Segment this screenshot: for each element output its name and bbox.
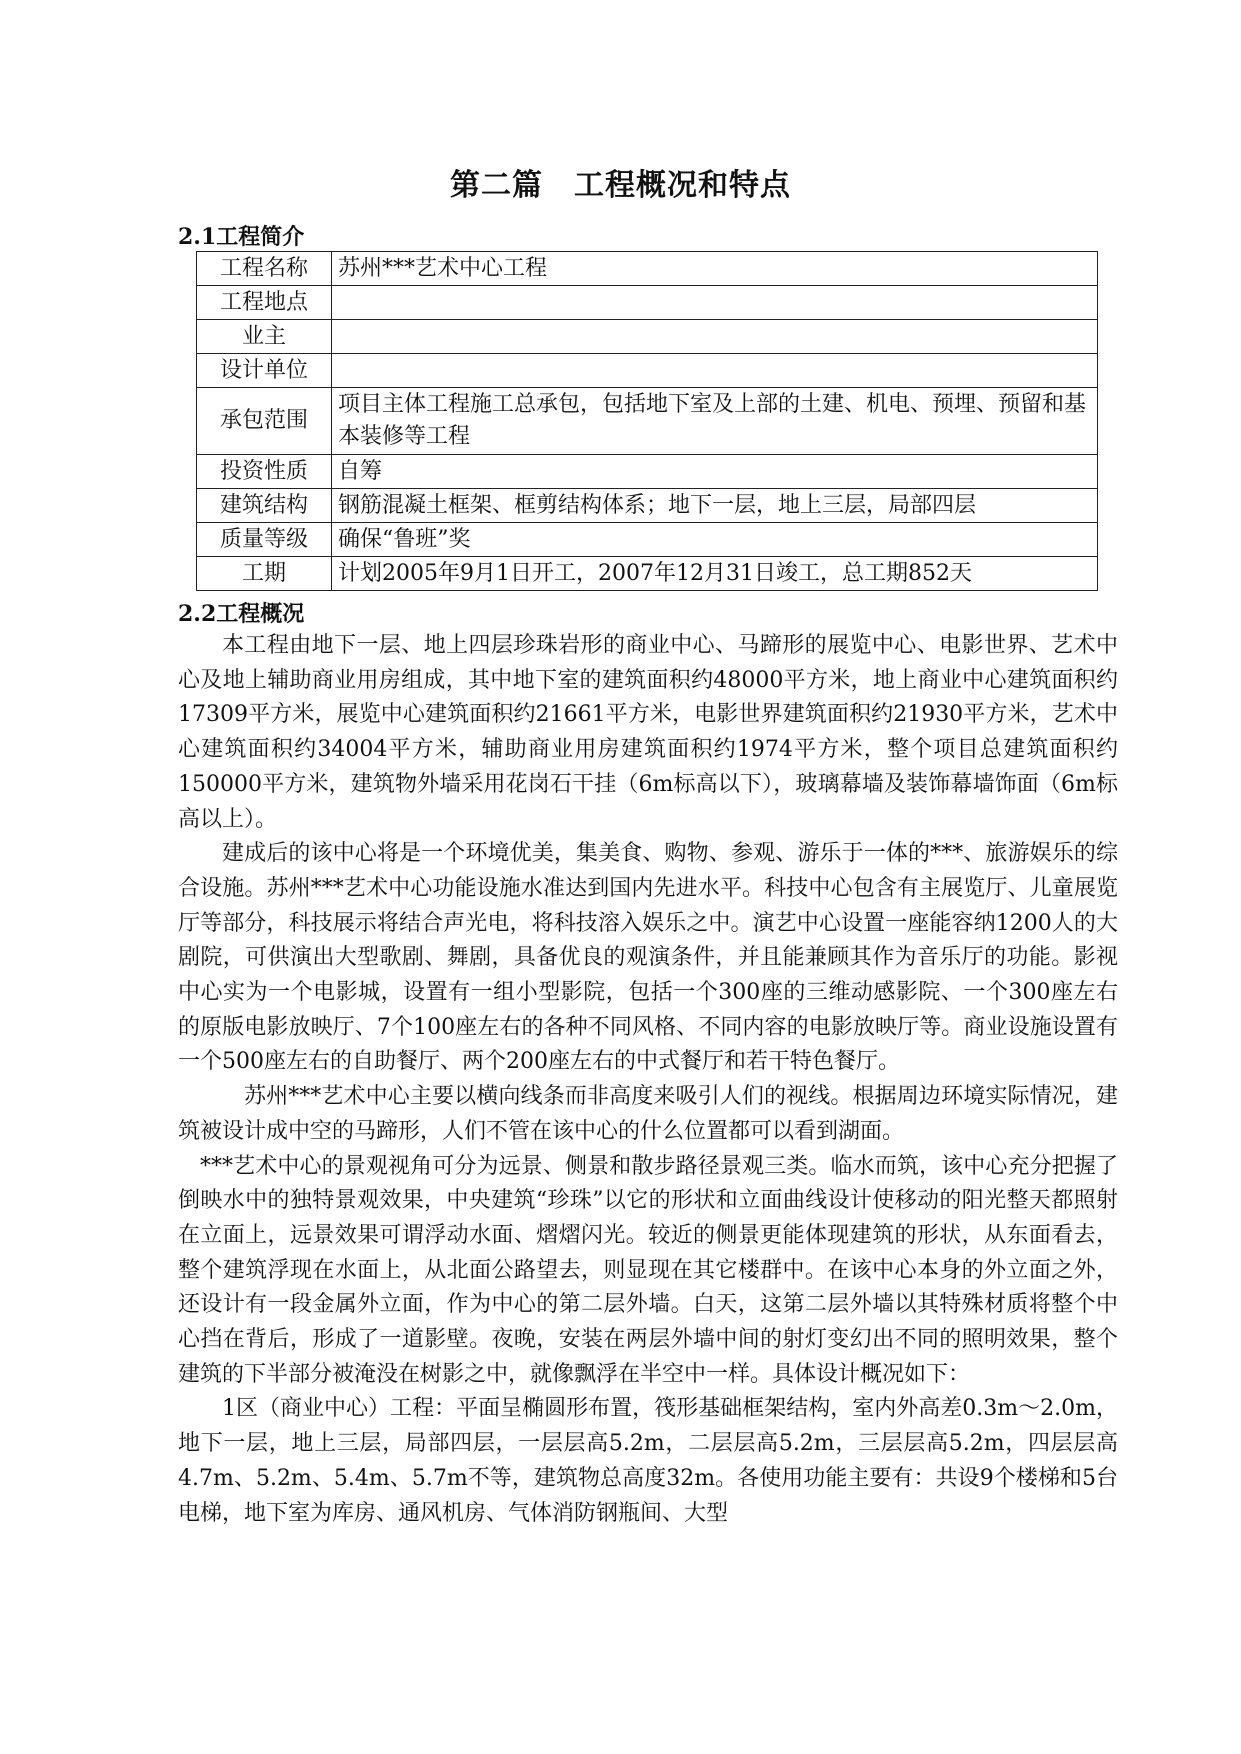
table-row	[197, 286, 1098, 320]
row-value	[332, 320, 1098, 354]
row-label: 工程名称	[197, 252, 332, 286]
row-value	[332, 286, 1098, 320]
table-row	[197, 252, 1098, 286]
paragraph: 苏州***艺术中心主要以横向线条而非高度来吸引人们的视线。根据周边环境实际情况，建筑被设计成中空的马蹄形，人们不管在该中心的什么位置都可以看到湖面。	[178, 1084, 1118, 1144]
table-row	[197, 388, 1098, 455]
row-value	[332, 354, 1098, 388]
overview-body	[178, 629, 1118, 1531]
table-row	[197, 489, 1098, 523]
page-title: 第二篇 工程概况和特点	[450, 168, 791, 203]
row-value: 确保“鲁班”奖	[332, 523, 1098, 557]
row-label: 工程地点	[197, 286, 332, 320]
row-value: 自筹	[332, 455, 1098, 489]
section-heading-overview: 2.2工程概况	[178, 601, 305, 627]
row-label: 质量等级	[197, 523, 332, 557]
row-value: 计划2005年9月1日开工，2007年12月31日竣工，总工期852天	[332, 557, 1098, 591]
table-row	[197, 523, 1098, 557]
table-row	[197, 354, 1098, 388]
paragraph: 本工程由地下一层、地上四层珍珠岩形的商业中心、马蹄形的展览中心、电影世界、艺术中心及地上辅助商业用房组成，其中地下室的建筑面积约48000平方米，地上商业中心建筑面积约17309平方米，展览中心建筑面积约21661平方米，电影世界建筑面积约21930平方米，艺术中心建筑面积约34004平方米，辅助商业用房建筑面积约1974平方米，整个项目总建筑面积约150000平方米，建筑物外墙采用花岗石干挂（6m标高以下），玻璃幕墙及装饰幕墙饰面（6m标高以上）。	[178, 633, 1118, 832]
row-label: 工期	[197, 557, 332, 591]
row-value: 项目主体工程施工总承包，包括地下室及上部的土建、机电、预埋、预留和基本装修等工程	[332, 388, 1098, 455]
row-value: 苏州***艺术中心工程	[332, 252, 1098, 286]
project-info-table	[196, 251, 1098, 591]
row-label: 投资性质	[197, 455, 332, 489]
table-row	[197, 455, 1098, 489]
paragraph: 1区（商业中心）工程：平面呈椭圆形布置，筏形基础框架结构，室内外高差0.3m～2.0m，地下一层，地上三层，局部四层，一层层高5.2m，二层层高5.2m，三层层高5.2m，四层层高4.7m、5.2m、5.4m、5.7m不等，建筑物总高度32m。各使用功能主要有：共设9个楼梯和5台电梯，地下室为库房、通风机房、气体消防钢瓶间、大型	[178, 1396, 1118, 1526]
paragraph: 建成后的该中心将是一个环境优美，集美食、购物、参观、游乐于一体的***、旅游娱乐的综合设施。苏州***艺术中心功能设施水准达到国内先进水平。科技中心包含有主展览厅、儿童展览厅等部分，科技展示将结合声光电，将科技溶入娱乐之中。演艺中心设置一座能容纳1200人的大剧院，可供演出大型歌剧、舞剧，具备优良的观演条件，并且能兼顾其作为音乐厅的功能。影视中心实为一个电影城，设置有一组小型影院，包括一个300座的三维动感影院、一个300座左右的原版电影放映厅、7个100座左右的各种不同风格、不同内容的电影放映厅等。商业设施设置有一个500座左右的自助餐厅、两个200座左右的中式餐厅和若干特色餐厅。	[178, 841, 1118, 1075]
section-heading-intro: 2.1工程简介	[178, 224, 305, 250]
row-label: 承包范围	[197, 388, 332, 455]
row-label: 建筑结构	[197, 489, 332, 523]
row-label: 设计单位	[197, 354, 332, 388]
row-label: 业主	[197, 320, 332, 354]
table-row	[197, 320, 1098, 354]
paragraph: ***艺术中心的景观视角可分为远景、侧景和散步路径景观三类。临水而筑，该中心充分把握了倒映水中的独特景观效果，中央建筑“珍珠”以它的形状和立面曲线设计使移动的阳光整天都照射在立面上，远景效果可谓浮动水面、熠熠闪光。较近的侧景更能体现建筑的形状，从东面看去，整个建筑浮现在水面上，从北面公路望去，则显现在其它楼群中。在该中心本身的外立面之外，还设计有一段金属外立面，作为中心的第二层外墙。白天，这第二层外墙以其特殊材质将整个中心挡在背后，形成了一道影壁。夜晚，安装在两层外墙中间的射灯变幻出不同的照明效果，整个建筑的下半部分被淹没在树影之中，就像飘浮在半空中一样。具体设计概况如下：	[178, 1153, 1118, 1387]
row-value: 钢筋混凝土框架、框剪结构体系；地下一层，地上三层，局部四层	[332, 489, 1098, 523]
table-row	[197, 557, 1098, 591]
